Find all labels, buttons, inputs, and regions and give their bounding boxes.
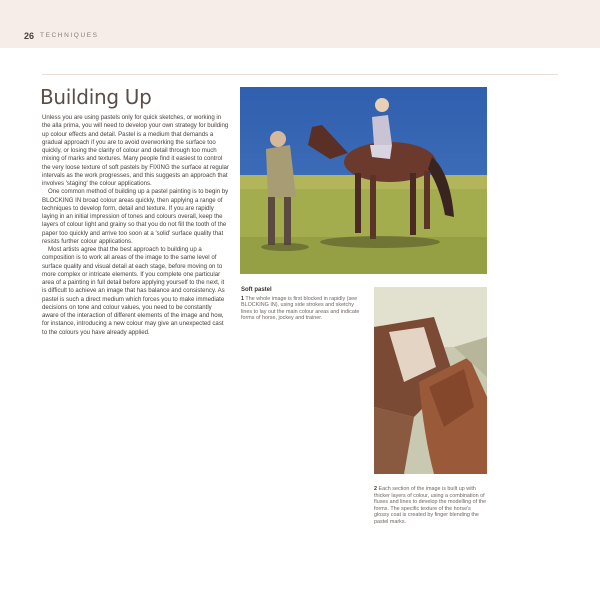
divider xyxy=(42,74,558,75)
pastel-detail-image xyxy=(374,287,487,474)
page-number: 26 xyxy=(24,31,35,41)
header-band xyxy=(0,0,600,48)
paragraph-3: Most artists agree that the best approach to building up a composition is to work all areas of the image to the same level of surface quality and visual detail at each stage, before moving on to more complex or intricate elements. If you complete one particular area of a painting in full detail before applying yourself to the next, it is difficult to achieve an image that has balance and consistency. As pastel is such a direct medium which forces you to make immediate decisions on tone and colour values, you need to be constantly aware of the interaction of different elements of the image and how, for instance, introducing a new colour may give an unexpected cast to the colours you have already applied. xyxy=(42,246,225,336)
paragraph-1: Unless you are using pastels only for quick sketches, or working in the alla prima, you will need to develop your own strategy for building up colour effects and detail. Pastel is a medium that demands a gradual approach if you are to avoid overworking the surface too quickly, or losing the clarity of colour and detail through too much mixing of marks and textures. Many people find it easiest to control the very loose texture of soft pastels by FIXING the surface at regular intervals as the work progresses, and this suggests an approach that involves 'staging' the colour applications. xyxy=(42,114,229,187)
caption-title: Soft pastel xyxy=(241,287,272,293)
caption-step-1-text: The whole image is first blocked in rapidly (see BLOCKING IN), using side strokes and sketchy lines to lay out the main colour areas and indicate forms of horse, jockey and trainer. xyxy=(241,295,360,321)
body-text xyxy=(42,114,229,337)
caption-step-1 xyxy=(241,287,361,322)
horse-painting-image xyxy=(240,87,487,274)
paragraph-2: One common method of building up a pastel painting is to begin by BLOCKING IN broad colour areas quickly, then applying a range of techniques to develop form, detail and texture. If you are rapidly laying in an initial impression of tones and colours overall, keep the layers of colour light and grainy so that you do not fill the tooth of the paper too quickly and arrive too soon at a 'solid' surface quality that resists further colour applications. xyxy=(42,188,229,245)
section-label: TECHNIQUES xyxy=(40,32,99,39)
step-number: 1 xyxy=(241,295,244,302)
page-title: Building Up xyxy=(40,85,152,109)
caption-step-1-body xyxy=(241,296,361,322)
caption-step-2-text: Each section of the image is built up with thicker layers of colour, using a combination of fluxes and lines to develop the modelling of the forms. The specific texture of the horse's glossy coat is created by finger blending the pastel marks. xyxy=(374,486,487,525)
caption-step-2 xyxy=(374,486,487,525)
step-number: 2 xyxy=(374,486,377,492)
